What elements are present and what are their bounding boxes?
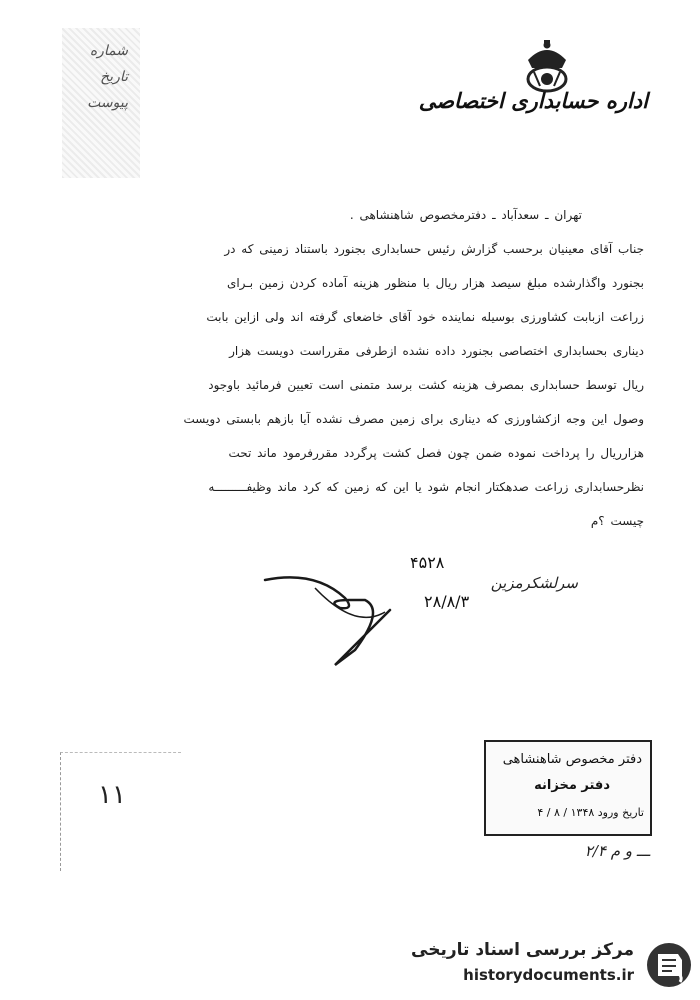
- paragraph-line: وصول این وجه ازکشاورزی که دیناری برای زمین مصرف نشده آیا بازهم بابستی دویست: [183, 412, 644, 426]
- margin-mark: ۱۱: [98, 780, 126, 810]
- archive-logo-icon: [644, 940, 694, 990]
- receipt-stamp-office: دفتر مخصوص شاهنشاهی: [502, 752, 642, 767]
- letterhead-title: اداره حسابداری اختصاصی: [418, 88, 648, 113]
- watermark-title: مرکز بررسی اسناد تاریخی: [411, 940, 634, 960]
- receipt-stamp-department: دفتر مخزانه: [534, 778, 610, 793]
- paragraph-line: هزارریال را پرداخت نموده ضمن چون فصل کشت پرگردد مقررفرمود ماند تحت: [228, 446, 644, 460]
- handwritten-signature-icon: [255, 570, 455, 670]
- watermark-url[interactable]: historydocuments.ir: [463, 966, 634, 984]
- paragraph-line: بجنورد واگذارشده مبلغ سیصد هزار ریال با منظور هزینه آماده کردن زمین بـرای: [226, 276, 644, 290]
- corner-note-number: شماره: [89, 43, 128, 59]
- corner-note-attachment: پیوست: [87, 95, 128, 111]
- paragraph-line: دیناری بحسابداری اختصاصی بجنورد داده نشده ازطرفی مقرراست دویست هزار: [229, 344, 644, 358]
- paragraph-line: جناب آقای معینیان برحسب گزارش رئیس حسابداری بجنورد باستناد زمینی که در: [224, 242, 644, 256]
- corner-reference-stamp: [62, 28, 140, 178]
- signature-date: ۲۸/۸/۳: [424, 592, 470, 611]
- corner-note: [70, 38, 128, 116]
- bottom-handwritten-note: ـــ و م ۲/۴: [584, 842, 650, 860]
- signature-name: سرلشکرمزین: [490, 574, 578, 592]
- signature-number: ۴۵۲۸: [410, 553, 445, 572]
- margin-box: [60, 752, 181, 871]
- receipt-stamp-date: تاریخ ورود ۱۳۴۸ / ۸ / ۴: [537, 806, 644, 819]
- crown-emblem-icon: [518, 36, 576, 94]
- receipt-stamp: [484, 740, 652, 836]
- address-line: تهران ـ سعدآباد ـ دفترمخصوص شاهنشاهی .: [349, 208, 582, 222]
- paragraph-line: زراعت ازبابت کشاورزی بوسیله نماینده خود آقای خاضعای گرفته اند ولی ازاین بابت: [206, 310, 644, 324]
- paragraph-line: چیست ؟م: [590, 514, 644, 528]
- archive-watermark[interactable]: [408, 936, 694, 994]
- paragraph-line: ریال توسط حسابداری بمصرف هزینه کشت برسد متمنی است تعیین فرمائید باوجود: [208, 378, 644, 392]
- paragraph-line: نظرحسابداری زراعت صدهکتار انجام شود یا این که زمین که کرد ماند وظیفـــــــــه: [208, 480, 644, 494]
- corner-note-date: تاریخ: [100, 69, 128, 85]
- letter-body: [56, 198, 644, 538]
